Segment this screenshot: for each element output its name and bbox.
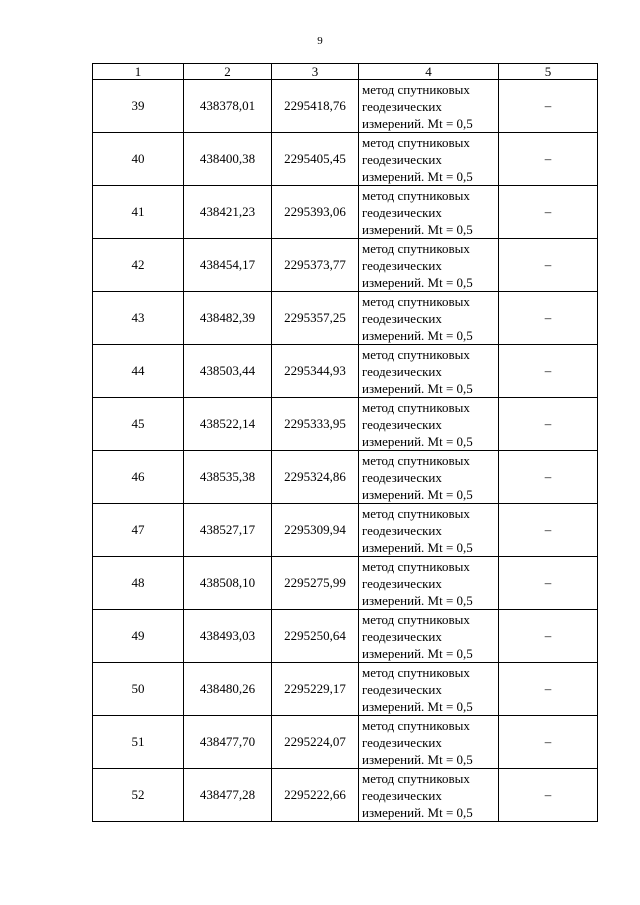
- point-number-cell: 39: [93, 80, 184, 133]
- table-row: [93, 133, 598, 186]
- method-line: измерений. Mt = 0,5: [362, 751, 473, 767]
- point-number-cell: 42: [93, 239, 184, 292]
- y-coordinate-cell: 2295405,45: [272, 133, 359, 186]
- point-number-cell: 50: [93, 663, 184, 716]
- method-line: измерений. Mt = 0,5: [362, 168, 473, 184]
- x-coordinate-cell: 438508,10: [184, 557, 272, 610]
- method-line: метод спутниковых: [362, 558, 470, 574]
- x-coordinate-cell: 438477,70: [184, 716, 272, 769]
- x-coordinate-cell: 438454,17: [184, 239, 272, 292]
- method-cell: [359, 186, 499, 239]
- point-number-cell: 47: [93, 504, 184, 557]
- y-coordinate-cell: 2295393,06: [272, 186, 359, 239]
- point-number-cell: 51: [93, 716, 184, 769]
- x-coordinate-cell: 438522,14: [184, 398, 272, 451]
- method-line: геодезических: [362, 628, 442, 644]
- method-line: геодезических: [362, 257, 442, 273]
- x-coordinate-cell: 438378,01: [184, 80, 272, 133]
- coordinates-table: [92, 63, 598, 822]
- method-cell: [359, 663, 499, 716]
- method-line: метод спутниковых: [362, 664, 470, 680]
- point-number-cell: 48: [93, 557, 184, 610]
- table-row: [93, 716, 598, 769]
- table-row: [93, 610, 598, 663]
- note-cell: –: [499, 557, 598, 610]
- method-line: метод спутниковых: [362, 81, 470, 97]
- y-coordinate-cell: 2295250,64: [272, 610, 359, 663]
- method-cell: [359, 557, 499, 610]
- method-line: геодезических: [362, 151, 442, 167]
- note-cell: –: [499, 663, 598, 716]
- method-line: измерений. Mt = 0,5: [362, 327, 473, 343]
- note-cell: –: [499, 133, 598, 186]
- method-line: метод спутниковых: [362, 134, 470, 150]
- x-coordinate-cell: 438421,23: [184, 186, 272, 239]
- header-col-4: 4: [359, 64, 499, 80]
- method-line: измерений. Mt = 0,5: [362, 274, 473, 290]
- y-coordinate-cell: 2295418,76: [272, 80, 359, 133]
- method-line: метод спутниковых: [362, 399, 470, 415]
- table-row: [93, 239, 598, 292]
- method-line: измерений. Mt = 0,5: [362, 645, 473, 661]
- y-coordinate-cell: 2295275,99: [272, 557, 359, 610]
- method-line: геодезических: [362, 575, 442, 591]
- method-line: геодезических: [362, 98, 442, 114]
- method-cell: [359, 451, 499, 504]
- method-cell: [359, 133, 499, 186]
- method-line: метод спутниковых: [362, 293, 470, 309]
- method-line: измерений. Mt = 0,5: [362, 592, 473, 608]
- x-coordinate-cell: 438482,39: [184, 292, 272, 345]
- method-line: метод спутниковых: [362, 611, 470, 627]
- table-row: [93, 557, 598, 610]
- method-line: измерений. Mt = 0,5: [362, 433, 473, 449]
- table-row: [93, 80, 598, 133]
- note-cell: –: [499, 610, 598, 663]
- method-line: геодезических: [362, 787, 442, 803]
- method-line: измерений. Mt = 0,5: [362, 804, 473, 820]
- method-cell: [359, 80, 499, 133]
- method-cell: [359, 769, 499, 822]
- y-coordinate-cell: 2295324,86: [272, 451, 359, 504]
- x-coordinate-cell: 438400,38: [184, 133, 272, 186]
- method-line: геодезических: [362, 734, 442, 750]
- method-line: метод спутниковых: [362, 717, 470, 733]
- point-number-cell: 40: [93, 133, 184, 186]
- y-coordinate-cell: 2295373,77: [272, 239, 359, 292]
- method-line: измерений. Mt = 0,5: [362, 698, 473, 714]
- table-row: [93, 345, 598, 398]
- method-line: геодезических: [362, 363, 442, 379]
- method-cell: [359, 716, 499, 769]
- note-cell: –: [499, 239, 598, 292]
- table-row: [93, 769, 598, 822]
- method-cell: [359, 398, 499, 451]
- header-col-2: 2: [184, 64, 272, 80]
- method-cell: [359, 610, 499, 663]
- note-cell: –: [499, 80, 598, 133]
- method-line: измерений. Mt = 0,5: [362, 539, 473, 555]
- y-coordinate-cell: 2295229,17: [272, 663, 359, 716]
- table-row: [93, 504, 598, 557]
- x-coordinate-cell: 438503,44: [184, 345, 272, 398]
- x-coordinate-cell: 438477,28: [184, 769, 272, 822]
- method-line: метод спутниковых: [362, 505, 470, 521]
- header-col-1: 1: [93, 64, 184, 80]
- note-cell: –: [499, 345, 598, 398]
- x-coordinate-cell: 438493,03: [184, 610, 272, 663]
- method-line: геодезических: [362, 310, 442, 326]
- method-line: измерений. Mt = 0,5: [362, 221, 473, 237]
- method-line: метод спутниковых: [362, 452, 470, 468]
- method-line: метод спутниковых: [362, 187, 470, 203]
- method-cell: [359, 292, 499, 345]
- point-number-cell: 43: [93, 292, 184, 345]
- point-number-cell: 44: [93, 345, 184, 398]
- note-cell: –: [499, 769, 598, 822]
- note-cell: –: [499, 716, 598, 769]
- note-cell: –: [499, 186, 598, 239]
- x-coordinate-cell: 438535,38: [184, 451, 272, 504]
- point-number-cell: 41: [93, 186, 184, 239]
- table-row: [93, 186, 598, 239]
- y-coordinate-cell: 2295309,94: [272, 504, 359, 557]
- y-coordinate-cell: 2295222,66: [272, 769, 359, 822]
- x-coordinate-cell: 438527,17: [184, 504, 272, 557]
- method-line: измерений. Mt = 0,5: [362, 486, 473, 502]
- header-col-3: 3: [272, 64, 359, 80]
- y-coordinate-cell: 2295224,07: [272, 716, 359, 769]
- method-cell: [359, 239, 499, 292]
- header-row: [93, 64, 598, 80]
- table-row: [93, 292, 598, 345]
- table-row: [93, 451, 598, 504]
- method-line: геодезических: [362, 204, 442, 220]
- x-coordinate-cell: 438480,26: [184, 663, 272, 716]
- point-number-cell: 52: [93, 769, 184, 822]
- method-cell: [359, 504, 499, 557]
- method-line: метод спутниковых: [362, 770, 470, 786]
- method-line: метод спутниковых: [362, 346, 470, 362]
- method-line: геодезических: [362, 469, 442, 485]
- page-number: 9: [317, 35, 323, 47]
- note-cell: –: [499, 451, 598, 504]
- method-line: метод спутниковых: [362, 240, 470, 256]
- note-cell: –: [499, 398, 598, 451]
- method-line: геодезических: [362, 522, 442, 538]
- table-row: [93, 398, 598, 451]
- point-number-cell: 46: [93, 451, 184, 504]
- table-body: [93, 80, 598, 822]
- method-line: геодезических: [362, 416, 442, 432]
- note-cell: –: [499, 504, 598, 557]
- y-coordinate-cell: 2295344,93: [272, 345, 359, 398]
- point-number-cell: 49: [93, 610, 184, 663]
- note-cell: –: [499, 292, 598, 345]
- y-coordinate-cell: 2295357,25: [272, 292, 359, 345]
- table-row: [93, 663, 598, 716]
- method-line: измерений. Mt = 0,5: [362, 115, 473, 131]
- y-coordinate-cell: 2295333,95: [272, 398, 359, 451]
- method-line: геодезических: [362, 681, 442, 697]
- point-number-cell: 45: [93, 398, 184, 451]
- method-line: измерений. Mt = 0,5: [362, 380, 473, 396]
- header-col-5: 5: [499, 64, 598, 80]
- method-cell: [359, 345, 499, 398]
